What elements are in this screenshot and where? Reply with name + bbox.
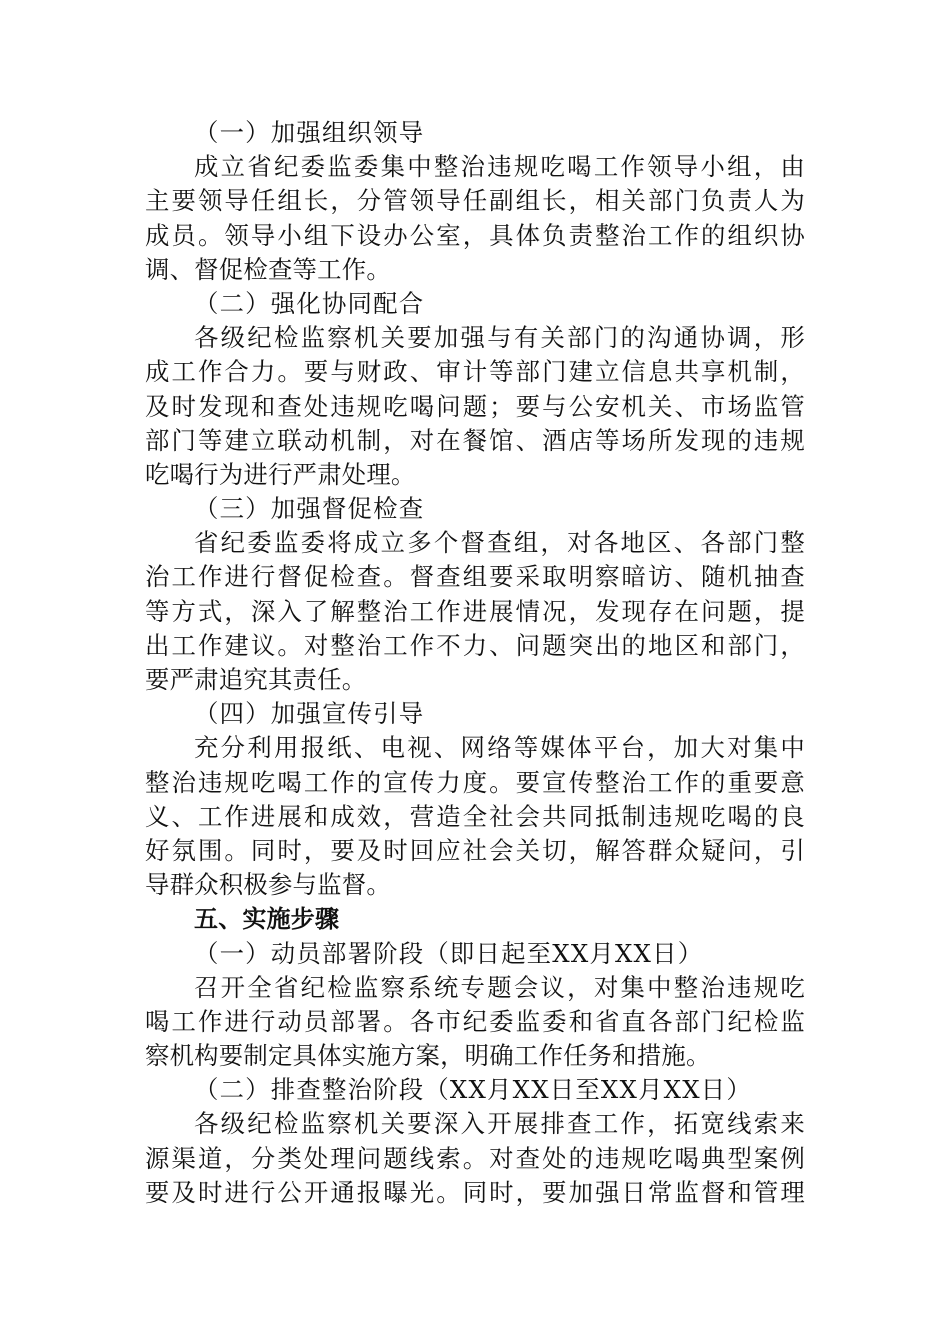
- paragraph-line: 等方式，深入了解整治工作进展情况，发现存在问题，提: [145, 596, 805, 626]
- paragraph-line: 部门等建立联动机制，对在餐馆、酒店等场所发现的违规: [145, 425, 805, 455]
- subsection-heading: （一）加强组织领导: [194, 118, 425, 147]
- paragraph-line: 出工作建议。对整治工作不力、问题突出的地区和部门，: [145, 630, 805, 660]
- paragraph-line: 察机构要制定具体实施方案，明确工作任务和措施。: [145, 1041, 711, 1071]
- paragraph-line: 主要领导任组长，分管领导任副组长，相关部门负责人为: [145, 186, 805, 216]
- paragraph-line: 各级纪检监察机关要深入开展排查工作，拓宽线索来: [194, 1109, 805, 1139]
- subsection-heading: （四）加强宣传引导: [194, 699, 425, 729]
- paragraph-line: 各级纪检监察机关要加强与有关部门的沟通协调，形: [194, 323, 805, 353]
- paragraph-line: 充分利用报纸、电视、网络等媒体平台，加大对集中: [194, 733, 805, 763]
- paragraph-line: 吃喝行为进行严肃处理。: [145, 459, 416, 489]
- document-body: [145, 116, 805, 1210]
- paragraph-line: 成工作合力。要与财政、审计等部门建立信息共享机制，: [145, 357, 805, 387]
- paragraph-line: 及时发现和查处违规吃喝问题；要与公安机关、市场监管: [145, 391, 805, 421]
- subsection-heading: （二）排查整治阶段（XX月XX日至XX月XX日）: [194, 1075, 752, 1105]
- paragraph-line: 召开全省纪检监察系统专题会议，对集中整治违规吃: [194, 972, 805, 1002]
- paragraph-line: 好氛围。同时，要及时回应社会关切，解答群众疑问，引: [145, 835, 805, 865]
- paragraph-line: 喝工作进行动员部署。各市纪委监委和省直各部门纪检监: [145, 1006, 805, 1036]
- paragraph-line: 要及时进行公开通报曝光。同时，要加强日常监督和管理: [145, 1177, 805, 1207]
- paragraph-line: 成立省纪委监委集中整治违规吃喝工作领导小组，由: [194, 152, 805, 182]
- paragraph-line: 导群众积极参与监督。: [145, 870, 391, 900]
- paragraph-line: 省纪委监委将成立多个督查组，对各地区、各部门整: [194, 528, 805, 558]
- paragraph-line: 治工作进行督促检查。督查组要采取明察暗访、随机抽查: [145, 562, 805, 592]
- section-heading: 五、实施步骤: [194, 905, 340, 934]
- subsection-heading: （三）加强督促检查: [194, 494, 425, 524]
- paragraph-line: 成员。领导小组下设办公室，具体负责整治工作的组织协: [145, 220, 805, 250]
- subsection-heading: （一）动员部署阶段（即日起至XX月XX日）: [194, 938, 704, 968]
- paragraph-line: 源渠道，分类处理问题线索。对查处的违规吃喝典型案例: [145, 1143, 805, 1173]
- paragraph-line: 义、工作进展和成效，营造全社会共同抵制违规吃喝的良: [145, 801, 805, 831]
- paragraph-line: 调、督促检查等工作。: [145, 254, 391, 284]
- paragraph-line: 整治违规吃喝工作的宣传力度。要宣传整治工作的重要意: [145, 767, 805, 797]
- subsection-heading: （二）强化协同配合: [194, 288, 425, 318]
- paragraph-line: 要严肃追究其责任。: [145, 665, 367, 694]
